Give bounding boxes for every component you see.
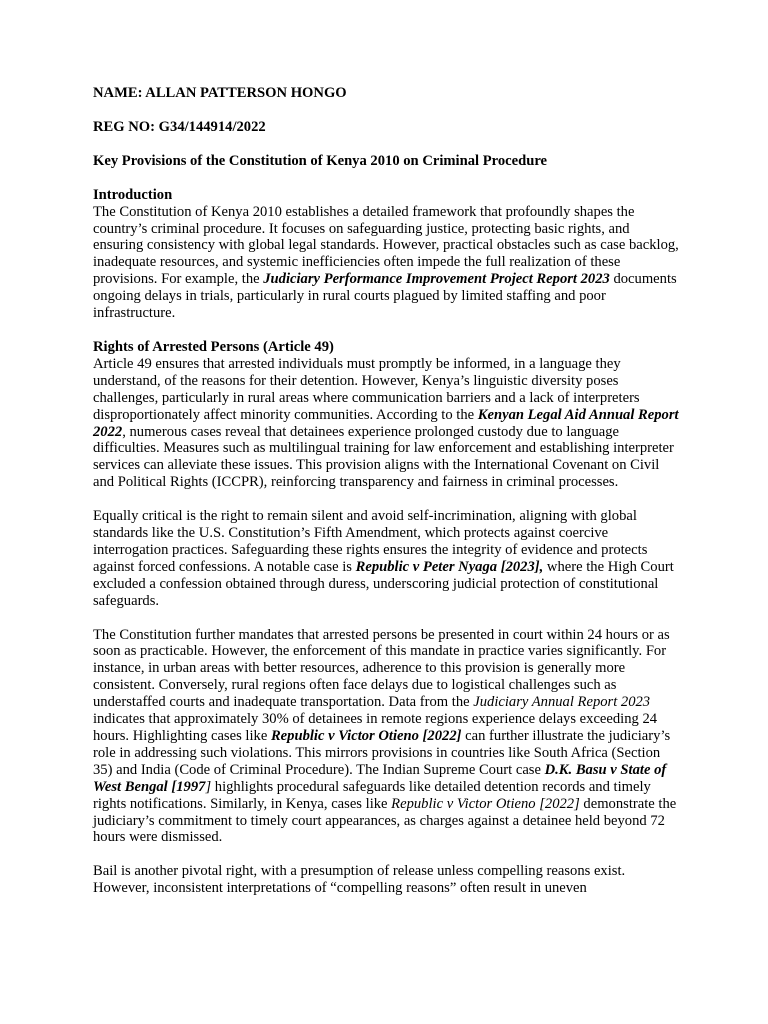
article49-paragraph-4: Bail is another pivotal right, with a presumption of release unless compelling reasons exist. However, inconsistent interpretations of “compelling reasons” often result in uneven [93,863,626,897]
report-citation: Judiciary Performance Improvement Project Report 2023 [263,271,610,288]
article49-heading: Rights of Arrested Persons (Article 49) [93,338,334,355]
legal-aid-citation: Kenyan Legal Aid Annual Report 2022 [93,406,679,440]
case-citation-nyaga: Republic v Peter Nyaga [2023], [355,558,544,575]
case-citation-otieno-2: Republic v Victor Otieno [2022] [391,795,580,812]
case-citation-basu: D.K. Basu v State of West Bengal [1997 [93,761,667,795]
article49-paragraph-2: Equally critical is the right to remain silent and avoid self-incrimination, aligning with global standards like the U.S. Constitution’s Fifth Amendment, which protects against coercive interrogation practices. Safeguarding these rights ensures the integrity of evidence and protects against forced confessions. A notable case is Republic v Peter Nyaga [2023], where the High Court excluded a confession obtained through duress, underscoring judicial protection of constitutional safeguards. [93,508,674,609]
intro-paragraph: The Constitution of Kenya 2010 establishes a detailed framework that profoundly shapes the country’s criminal procedure. It focuses on safeguarding justice, protecting basic rights, and ensuring consistency with global legal standards. However, practical obstacles such as case backlog, inadequate resources, and systemic inefficiencies often impede the full realization of these provisions. For example, the Judiciary Performance Improvement Project Report 2023 documents ongoing delays in trials, particularly in rural courts plagued by limited staffing and poor infrastructure. [93,203,679,322]
intro-heading: Introduction [93,186,173,203]
registration-number: REG NO: G34/144914/2022 [93,118,266,135]
document-body [93,85,683,897]
student-name: NAME: ALLAN PATTERSON HONGO [93,85,347,101]
judiciary-report-citation: Judiciary Annual Report 2023 [473,694,651,711]
case-citation-otieno: Republic v Victor Otieno [2022] [270,728,462,744]
article49-paragraph-1: Article 49 ensures that arrested individuals must promptly be informed, in a language they understand, of the reasons for their detention. However, Kenya’s linguistic diversity poses challenges, particularly in rural areas where communication barriers and a lack of interpreters disproportionately affect minority communities. According to the Kenyan Legal Aid Annual Report 2022, numerous cases reveal that detainees experience prolonged custody due to language difficulties. Measures such as multilingual training for law enforcement and establishing interpreter services can alleviate these issues. This provision aligns with the International Covenant on Civil and Political Rights (ICCPR), reinforcing transparency and fairness in criminal processes. [93,355,679,491]
document-title: Key Provisions of the Constitution of Kenya 2010 on Criminal Procedure [93,152,548,169]
article49-paragraph-3: The Constitution further mandates that arrested persons be presented in court within 24 hours or as soon as practicable. However, the enforcement of this mandate in practice varies significantly. For instance, in urban areas with better resources, adherence to this provision is generally more consistent. Conversely, rural regions often face delays due to logistical challenges such as understaffed courts and inadequate transportation. Data from the Judiciary Annual Report 2023 indicates that approximately 30% of detainees in remote regions experience delays exceeding 24 hours. Highlighting cases like Republic v Victor Otieno [2022] can further illustrate the judiciary’s role in addressing such violations. This mirrors provisions in countries like South Africa (Section 35) and India (Code of Criminal Procedure). The Indian Supreme Court case D.K. Basu v State of West Bengal [1997] highlights procedural safeguards like detailed detention records and timely rights notifications. Similarly, in Kenya, cases like Republic v Victor Otieno [2022] demonstrate the judiciary’s commitment to timely court appearances, as charges against a detainee held beyond 72 hours were dismissed. [93,626,677,846]
